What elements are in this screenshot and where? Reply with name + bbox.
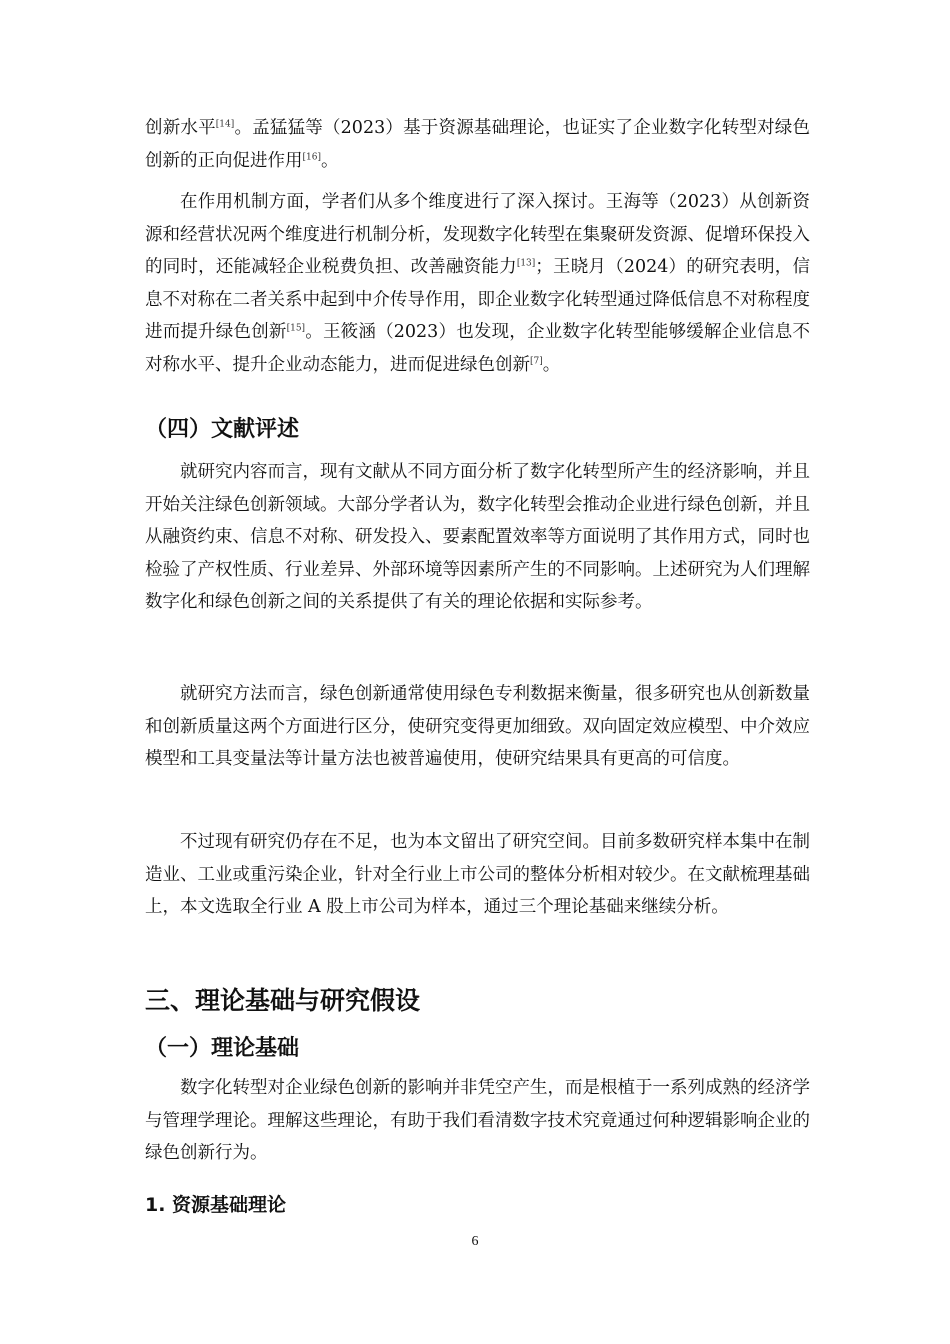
subsection-heading-rbt: 1. 资源基础理论 bbox=[145, 1194, 287, 1216]
section-heading-literature-review: （四）文献评述 bbox=[145, 417, 300, 442]
p2-text-3: 。王筱涵（2023）也发现，企业数字化转型能够缓解企业信息不对称水平、提升企业动态能力，进而促进绿色创新 bbox=[145, 322, 810, 375]
citation-ref: [14] bbox=[215, 119, 235, 130]
paragraph-p6: 数字化转型对企业绿色创新的影响并非凭空产生，而是根植于一系列成熟的经济学与管理学理论。理解这些理论，有助于我们看清数字技术究竟通过何种逻辑影响企业的绿色创新行为。 bbox=[145, 1078, 810, 1163]
paragraph-p3: 就研究内容而言，现有文献从不同方面分析了数字化转型所产生的经济影响，并且开始关注绿色创新领域。大部分学者认为，数字化转型会推动企业进行绿色创新，并且从融资约束、信息不对称、研发投入、要素配置效率等方面说明了其作用方式，同时也检验了产权性质、行业差异、外部环境等因素所产生的不同影响。上述研究为人们理解数字化和绿色创新之间的关系提供了有关的理论依据和实际参考。 bbox=[145, 462, 810, 612]
paragraph-p5: 不过现有研究仍存在不足，也为本文留出了研究空间。目前多数研究样本集中在制造业、工业或重污染企业，针对全行业上市公司的整体分析相对较少。在文献梳理基础上，本文选取全行业 A 股上市公司为样本，通过三个理论基础来继续分析。 bbox=[145, 832, 810, 917]
citation-ref: [15] bbox=[286, 323, 306, 334]
citation-ref: [16] bbox=[302, 151, 321, 162]
p1-text-1: 创新水平 bbox=[145, 118, 216, 138]
paragraph-p1 bbox=[145, 112, 810, 177]
p1-text-2: 。孟猛猛等（2023）基于资源基础理论，也证实了企业数字化转型对绿色创新的正向促进作用 bbox=[145, 118, 810, 171]
paragraph-p4: 就研究方法而言，绿色创新通常使用绿色专利数据来衡量，很多研究也从创新数量和创新质量这两个方面进行区分，使研究变得更加细致。双向固定效应模型、中介效应模型和工具变量法等计量方法也被普遍使用，使研究结果具有更高的可信度。 bbox=[145, 684, 810, 769]
p2-text-1: 在作用机制方面，学者们从多个维度进行了深入探讨。王海等（2023）从创新资源和经营状况两个维度进行机制分析，发现数字化转型在集聚研发资源、促增环保投入的同时，还能减轻企业税费负担、改善融资能力 bbox=[145, 192, 810, 277]
paragraph-p2 bbox=[145, 186, 810, 381]
citation-ref: [13] bbox=[516, 258, 536, 269]
page-number: 6 bbox=[471, 1234, 479, 1249]
section-heading-theory: （一）理论基础 bbox=[145, 1036, 300, 1061]
chapter-heading: 三、理论基础与研究假设 bbox=[145, 986, 421, 1015]
citation-ref: [7] bbox=[530, 355, 543, 366]
p2-text-2: ；王晓月（2024）的研究表明，信息不对称在二者关系中起到中介传导作用，即企业数字化转型通过降低信息不对称程度进而提升绿色创新 bbox=[145, 257, 810, 342]
p1-text-3: 。 bbox=[320, 150, 339, 171]
p2-text-4: 。 bbox=[542, 354, 561, 375]
